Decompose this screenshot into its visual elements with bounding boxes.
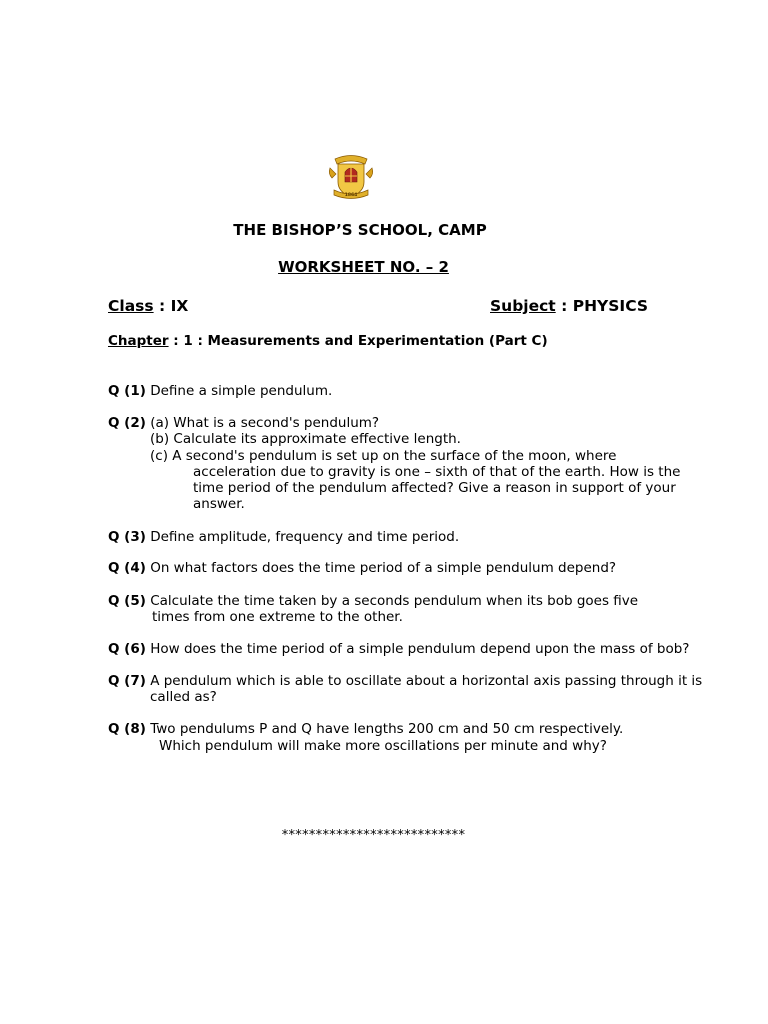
worksheet-title: WORKSHEET NO. – 2: [278, 258, 449, 276]
subject-line: [490, 297, 648, 315]
question-number: Q (5): [108, 593, 146, 609]
question-3: [108, 529, 459, 545]
question-6: [108, 641, 689, 657]
class-value: : IX: [153, 297, 189, 315]
question-8: [108, 721, 623, 737]
footer-stars: ***************************: [281, 828, 466, 843]
question-4: [108, 560, 616, 576]
question-5: [108, 593, 638, 609]
chapter-value: : 1 : Measurements and Experimentation (Part C): [168, 333, 548, 349]
question-number: Q (1): [108, 383, 146, 399]
subject-value: : PHYSICS: [555, 297, 649, 315]
question-text: Define amplitude, frequency and time period.: [145, 529, 460, 545]
question-2-part-c-cont: acceleration due to gravity is one – sixth of that of the earth. How is the: [193, 464, 681, 480]
class-label: Class: [108, 297, 154, 315]
question-text: On what factors does the time period of a simple pendulum depend?: [145, 560, 617, 576]
question-text: How does the time period of a simple pendulum depend upon the mass of bob?: [145, 641, 690, 657]
question-text: Define a simple pendulum.: [145, 383, 333, 399]
question-number: Q (3): [108, 529, 146, 545]
question-2-part-c-cont: time period of the pendulum affected? Give a reason in support of your: [193, 480, 676, 496]
question-text: Two pendulums P and Q have lengths 200 cm and 50 cm respectively.: [145, 721, 624, 737]
question-7-cont: called as?: [150, 689, 217, 705]
crest-year: 1864: [344, 193, 358, 198]
class-line: [108, 297, 188, 315]
question-2-part-c-cont: answer.: [193, 496, 245, 512]
school-name: THE BISHOP’S SCHOOL, CAMP: [233, 221, 487, 239]
chapter-line: [108, 333, 548, 349]
question-5-cont: times from one extreme to the other.: [152, 609, 403, 625]
question-2: [108, 415, 379, 431]
question-2-part-b: (b) Calculate its approximate effective length.: [150, 431, 461, 447]
question-number: Q (6): [108, 641, 146, 657]
question-text: A pendulum which is able to oscillate about a horizontal axis passing through it is: [145, 673, 703, 689]
subject-label: Subject: [490, 297, 556, 315]
question-text: Calculate the time taken by a seconds pendulum when its bob goes five: [145, 593, 639, 609]
question-8-cont: Which pendulum will make more oscillations per minute and why?: [159, 738, 607, 754]
question-number: Q (4): [108, 560, 146, 576]
question-2-part-c: (c) A second's pendulum is set up on the surface of the moon, where: [150, 448, 617, 464]
question-number: Q (8): [108, 721, 146, 737]
chapter-label: Chapter: [108, 333, 169, 349]
question-7: [108, 673, 702, 689]
question-text: (a) What is a second's pendulum?: [145, 415, 380, 431]
question-1: [108, 383, 332, 399]
school-crest-icon: [326, 152, 376, 202]
question-number: Q (2): [108, 415, 146, 431]
question-number: Q (7): [108, 673, 146, 689]
